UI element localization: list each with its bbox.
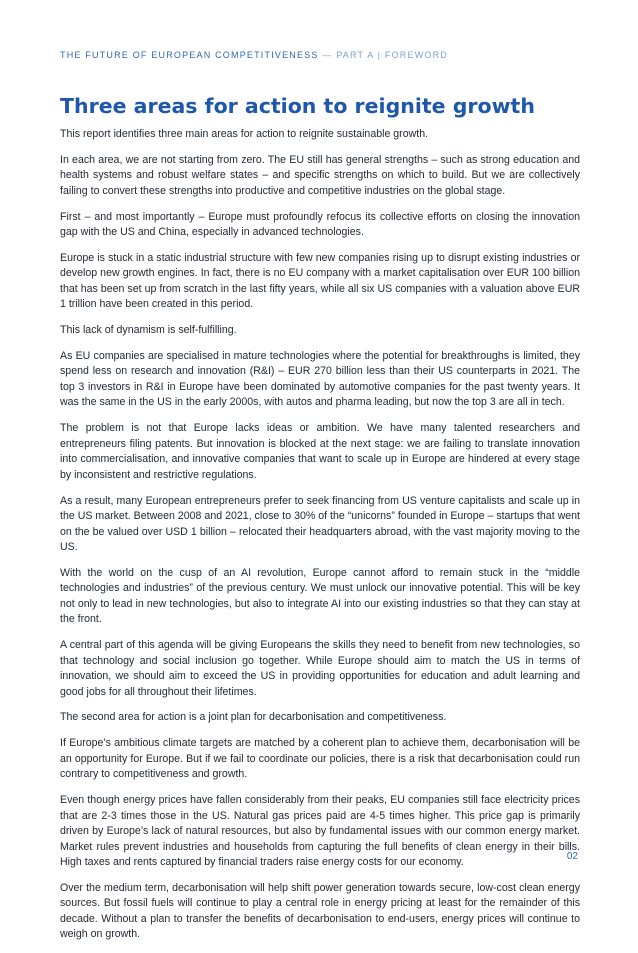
paragraph: This lack of dynamism is self-fulfilling. xyxy=(60,324,237,337)
paragraph: Even though energy prices have fallen considerably from their peaks, EU companies still face electricity prices that are 2-3 times those in the US. Natural gas prices paid are 4-5 times higher. This price gap is primarily driven by Europe’s lack of natural resources, but also by fundamental issues with our common energy market. Market rules prevent industries and households from capturing the full benefits of clean energy in their bills. High taxes and rents captured by financial traders raise energy costs for our economy. xyxy=(60,794,580,869)
paragraph: As EU companies are specialised in mature technologies where the potential for breakthroughs is limited, they spend less on research and innovation (R&I) – EUR 270 billion less than their US counterparts in 2021. The top 3 investors in R&I in Europe have been dominated by automotive companies for the past twenty years. It was the same in the US in the early 2000s, with autos and pharma leading, but now the top 3 are all in tech. xyxy=(60,349,580,409)
body-text xyxy=(60,127,580,953)
paragraph: The second area for action is a joint plan for decarbonisation and competitiveness. xyxy=(60,711,447,724)
paragraph: This report identifies three main areas for action to reignite sustainable growth. xyxy=(60,128,429,140)
paragraph: With the world on the cusp of an AI revolution, Europe cannot afford to remain stuck in the “middle technologies and industries” of the previous century. We must unlock our innovative potential. This will be key not only to lead in new technologies, but also to integrate AI into our existing industries so that they can stay at the front. xyxy=(60,566,580,626)
paragraph: Europe is stuck in a static industrial structure with few new companies rising up to disrupt existing industries or develop new growth engines. In fact, there is no EU company with a market capitalisation over EUR 100 billion that has been set up from scratch in the last fifty years, while all six US companies with a valuation above EUR 1 trillion have been created in this period. xyxy=(60,251,580,311)
paragraph: First – and most importantly – Europe must profoundly refocus its collective efforts on closing the innovation gap with the US and China, especially in advanced technologies. xyxy=(60,210,580,239)
section-title: Three areas for action to reignite growth xyxy=(60,94,535,118)
running-header-separator: — xyxy=(318,50,337,60)
paragraph: A central part of this agenda will be giving Europeans the skills they need to benefit from new technologies, so that technology and social inclusion go together. While Europe should aim to match the US in terms of innovation, we should aim to exceed the US in providing opportunities for education and adult learning and good jobs for all throughout their lifetimes. xyxy=(60,639,580,698)
paragraph: If Europe’s ambitious climate targets are matched by a coherent plan to achieve them, decarbonisation will be an opportunity for Europe. But if we fail to coordinate our policies, there is a risk that decarbonisation could run contrary to competitiveness and growth. xyxy=(60,737,580,781)
running-header-section: PART A | FOREWORD xyxy=(336,50,448,60)
paragraph: In each area, we are not starting from zero. The EU still has general strengths – such as strong education and health systems and robust welfare states – and specific strengths on which to build. But we are collectively failing to convert these strengths into productive and competitive industries on the global stage. xyxy=(60,153,580,197)
paragraph: Over the medium term, decarbonisation will help shift power generation towards secure, low-cost clean energy sources. But fossil fuels will continue to play a central role in energy pricing at least for the remainder of this decade. Without a plan to transfer the benefits of decarbonisation to end-users, energy prices will continue to weigh on growth. xyxy=(60,881,580,941)
page-number: 02 xyxy=(566,851,578,862)
running-header-title: THE FUTURE OF EUROPEAN COMPETITIVENESS xyxy=(60,50,319,60)
running-header xyxy=(60,50,448,60)
paragraph: As a result, many European entrepreneurs prefer to seek financing from US venture capitalists and scale up in the US market. Between 2008 and 2021, close to 30% of the “unicorns” founded in Europe – startups that went on the be valued over USD 1 billion – relocated their headquarters abroad, with the vast majority moving to the US. xyxy=(60,494,580,554)
paragraph: The problem is not that Europe lacks ideas or ambition. We have many talented researchers and entrepreneurs filing patents. But innovation is blocked at the next stage: we are failing to translate innovation into commercialisation, and innovative companies that want to scale up in Europe are hindered at every stage by inconsistent and restrictive regulations. xyxy=(60,422,580,481)
